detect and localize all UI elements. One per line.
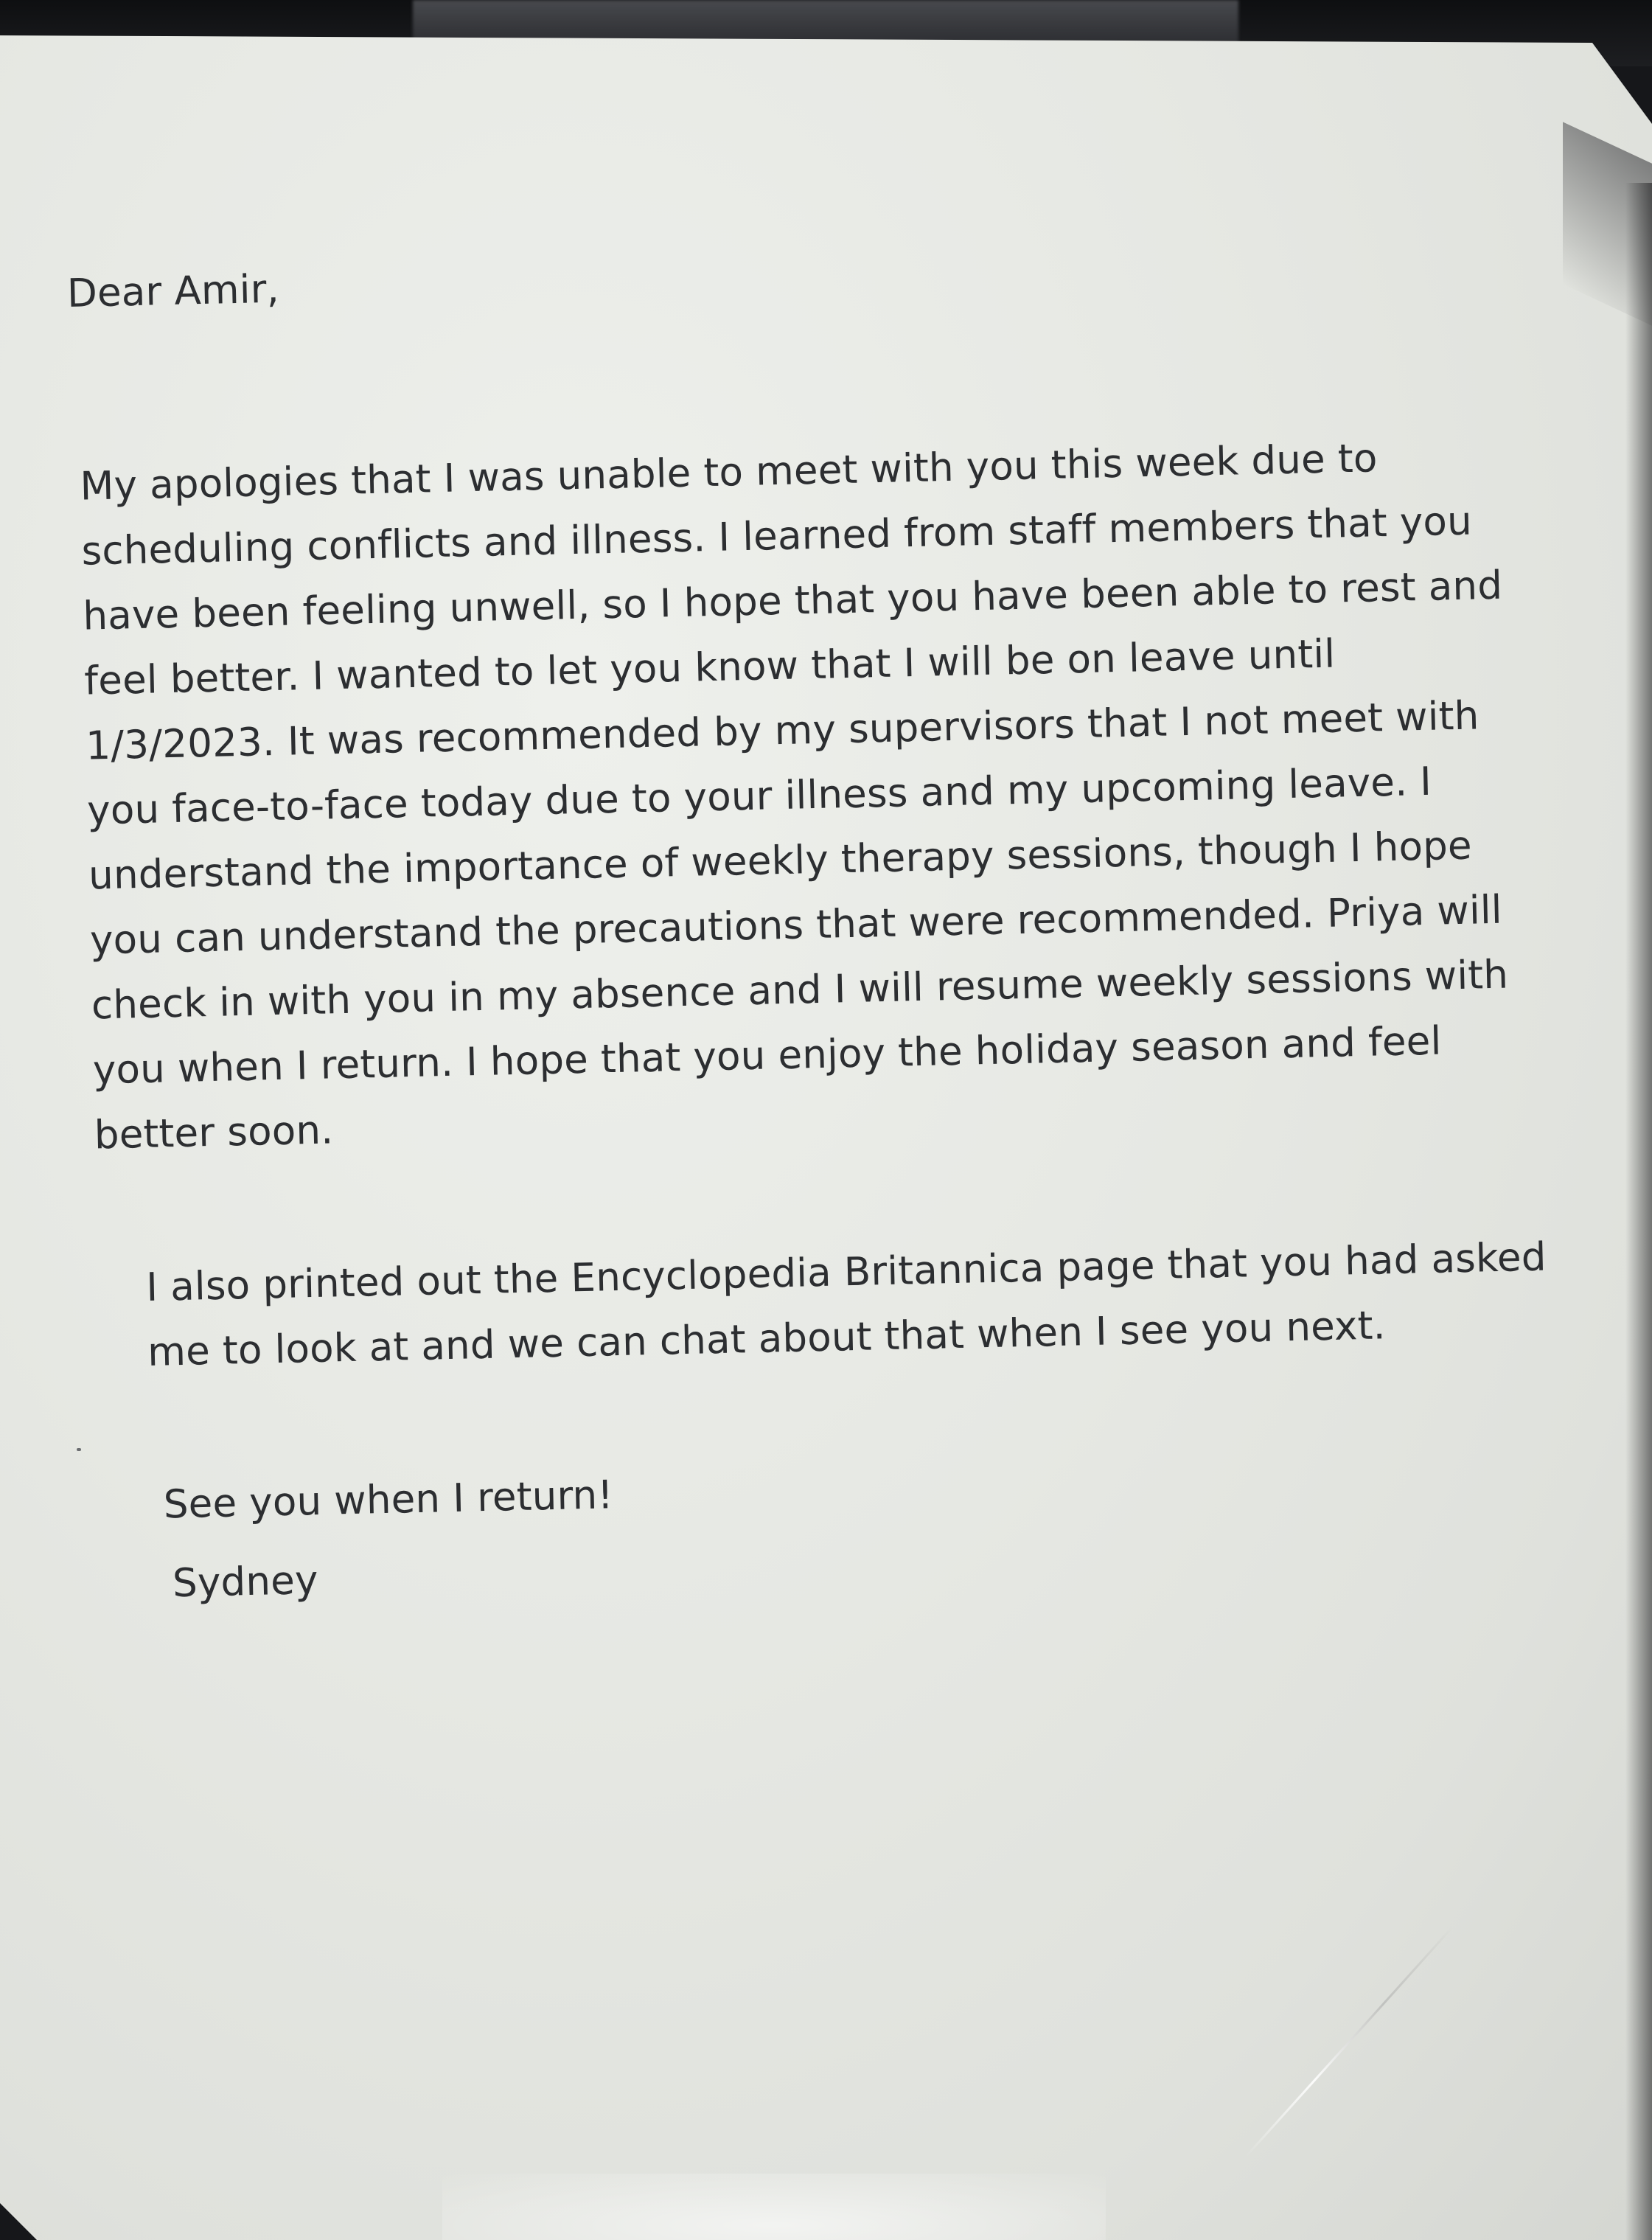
salutation: Dear Amir,	[66, 266, 280, 316]
body-line: 1/3/2023. It was recommended by my supervisors that I not meet with	[85, 693, 1480, 769]
body-line: you face-to-face today due to your illness and my upcoming leave. I	[86, 759, 1432, 834]
body-line: have been feeling unwell, so I hope that you have been able to rest and	[82, 563, 1503, 639]
second-line: I also printed out the Encyclopedia Britannica page that you had asked	[145, 1234, 1547, 1310]
body-line: you can understand the precautions that were recommended. Priya will	[89, 887, 1503, 964]
paper-speck	[77, 1448, 81, 1451]
closing-line: See you when I return!	[163, 1472, 614, 1528]
body-paragraph	[79, 424, 1509, 1168]
body-line: check in with you in my absence and I will resume weekly sessions with	[91, 952, 1509, 1029]
paper-glare	[442, 2174, 1106, 2240]
second-line: me to look at and we can chat about that when I see you next.	[147, 1303, 1387, 1375]
body-line: you when I return. I hope that you enjoy the holiday season and feel	[92, 1018, 1443, 1093]
body-line: feel better. I wanted to let you know that I will be on leave until	[83, 631, 1336, 704]
body-line: better soon.	[94, 1107, 334, 1158]
body-line: My apologies that I was unable to meet with you this week due to	[79, 436, 1379, 509]
paper-edge-shadow	[1625, 183, 1652, 2240]
paper-crease	[1244, 1926, 1453, 2157]
body-line: scheduling conflicts and illness. I learned from staff members that you	[80, 498, 1473, 574]
signature: Sydney	[172, 1557, 319, 1607]
body-line: understand the importance of weekly therapy sessions, though I hope	[88, 823, 1473, 899]
